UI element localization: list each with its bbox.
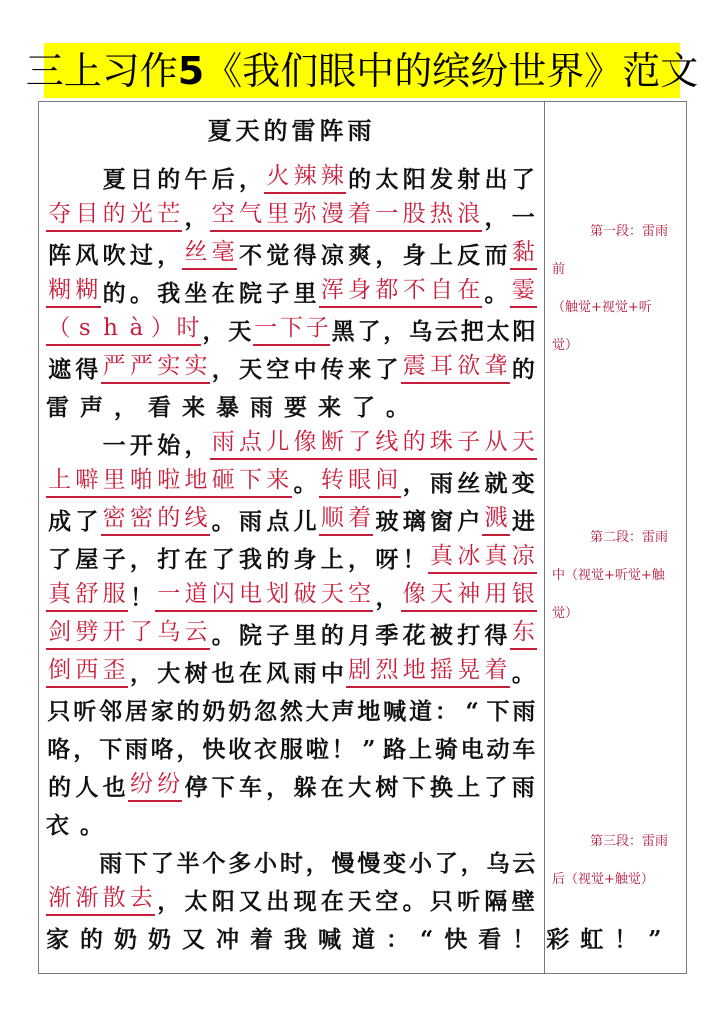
highlighted-phrase: 密 密 的 线 [101,503,210,536]
essay-line [46,237,537,275]
essay-line [46,617,537,655]
essay-line [46,351,537,389]
column-divider [544,102,545,973]
annotation-line: 第二段：雷雨 [590,530,669,545]
annotation-line: 前 [552,262,566,277]
highlighted-phrase: 转 眼 间 [319,465,401,498]
highlighted-phrase: 震 耳 欲 聋 [401,351,510,384]
highlighted-phrase: 上 噼 里 啪 啦 地 砸 下 来 [46,465,292,498]
highlighted-phrase: 倒 西 歪 [46,655,128,688]
essay-line [46,427,537,465]
highlighted-phrase: 溅 [482,503,509,536]
highlighted-phrase: 剧 烈 地 摇 晃 着 [346,655,510,688]
plain-text: 的 人 也 [48,774,126,801]
plain-text: ， [184,204,208,231]
highlighted-phrase: 纷 纷 [128,769,183,802]
highlighted-phrase: 夺 目 的 光 芒 [46,199,182,232]
plain-text: 只 听 邻 居 家 的 奶 奶 忽 然 大 声 地 喊 道 ： “ 下 雨 [47,698,536,725]
page-title [25,48,699,93]
essay-line [46,655,537,693]
highlighted-phrase: 霎 [510,275,537,308]
plain-text: 成 了 [48,508,99,535]
plain-text: ， [375,584,399,611]
highlighted-phrase: 一 下 子 [253,313,331,346]
plain-text: 雨 下 了 半 个 多 小 时 ， 慢 慢 变 小 了 ， 乌 云 [99,850,536,877]
highlighted-phrase: 严 严 实 实 [101,351,210,384]
paragraph-annotation [552,823,682,899]
essay-line [46,199,537,237]
highlighted-phrase: 黏 [510,237,537,270]
essay-line [46,845,537,883]
highlighted-phrase: 剑 劈 开 了 乌 云 [46,617,210,650]
essay-line [46,465,537,503]
title-prefix: 三上习作 [25,48,178,93]
highlighted-phrase: 像 天 神 用 银 [401,579,537,612]
plain-text: 。 雨 点 儿 [211,508,317,535]
plain-text: 阵 风 吹 过 ， [48,242,181,269]
essay-line [46,731,537,769]
plain-text: 玻 璃 窗 户 [375,508,481,535]
essay-line [46,883,537,921]
essay-line [46,389,537,427]
highlighted-phrase: 渐 渐 散 去 [46,883,155,916]
essay-line [46,313,537,351]
essay-table [38,101,687,974]
plain-text: 。 院 子 里 的 月 季 花 被 打 得 [211,622,508,649]
plain-text: ！ [129,584,153,611]
highlighted-phrase: 一 道 闪 电 划 破 天 空 [155,579,373,612]
plain-text: 家的奶奶又冲着我喊道：“快看！彩虹！” [46,926,673,953]
plain-text: ， 一 [484,204,535,231]
annotation-line: 后（视觉+触觉） [552,872,654,887]
plain-text: 。 [511,660,535,687]
highlighted-phrase: 空 气 里 弥 漫 着 一 股 热 浪 [210,199,483,232]
highlighted-phrase: 雨 点 儿 像 断 了 线 的 珠 子 从 天 [210,427,537,460]
plain-text: 。 [484,280,508,307]
plain-text: 咯 ， 下 雨 咯 ， 快 收 衣 服 啦 ！ ” 路 上 骑 电 动 车 [47,736,536,763]
plain-text: 黑 了 ， 乌 云 把 太 阳 [331,318,536,345]
plain-text: 遮 得 [48,356,99,383]
essay-line [46,807,537,845]
highlighted-phrase: 火 辣 辣 [264,161,346,194]
highlighted-phrase: 糊 糊 [46,275,101,308]
highlighted-phrase: 浑 身 都 不 自 在 [319,275,483,308]
plain-text: 进 [511,508,535,535]
plain-text: ， 太 阳 又 出 现 在 天 空 。 只 听 隔 壁 [157,888,535,915]
plain-text: 了 屋 子 ， 打 在 了 我 的 身 上 ， 呀 ！ [48,546,426,573]
annotation-line: （触觉+视觉+听 [552,300,652,315]
paragraph-annotation [552,213,682,365]
highlighted-phrase: 顺 着 [319,503,374,536]
highlighted-phrase: 真 冰 真 凉 [428,541,537,574]
essay-line [46,769,537,807]
plain-text: ， 雨 丝 就 变 [402,470,535,497]
annotation-line: 第一段：雷雨 [590,224,669,239]
plain-text: 雷声，看来暴雨要来了。 [46,394,420,421]
plain-text: ， 天 [202,318,252,345]
highlighted-phrase: 真 舒 服 [46,579,128,612]
essay-line [46,275,537,313]
paragraph-annotation [552,519,682,633]
plain-text: 的 。 我 坐 在 院 子 里 [102,280,317,307]
plain-text: 不 觉 得 凉 爽 ， 身 上 反 而 [239,242,508,269]
highlighted-phrase: 丝 毫 [182,237,237,270]
essay-line [46,503,537,541]
annotation-line: 觉） [552,338,579,353]
plain-text: 夏 日 的 午 后 ， [102,166,262,193]
plain-text: 。 [293,470,317,497]
plain-text: 衣。 [46,812,114,839]
title-banner [25,43,699,98]
essay-line [46,161,537,199]
annotation-line: 觉） [552,606,579,621]
plain-text: 的 太 阳 发 射 出 了 [348,166,535,193]
annotation-line: 中（视觉+听觉+触 [552,568,665,583]
plain-text: 一 开 始 ， [102,432,208,459]
title-number: 5 [177,48,205,93]
essay-title: 夏天的雷阵雨 [207,116,376,145]
plain-text: 停 下 车 ， 躲 在 大 树 下 换 上 了 雨 [184,774,535,801]
plain-text: ， 天 空 中 传 来 了 [211,356,399,383]
annotation-line: 第三段：雷雨 [590,834,669,849]
essay-line [46,541,537,579]
highlighted-phrase: （ s h à ） 时 [46,313,201,346]
title-suffix: 《我们眼中的缤纷世界》范文 [204,48,699,93]
plain-text: 的 [511,356,535,383]
essay-line [46,579,537,617]
highlighted-phrase: 东 [510,617,537,650]
essay-line [46,921,673,959]
plain-text: ， 大 树 也 在 风 雨 中 [129,660,344,687]
essay-line [46,693,537,731]
